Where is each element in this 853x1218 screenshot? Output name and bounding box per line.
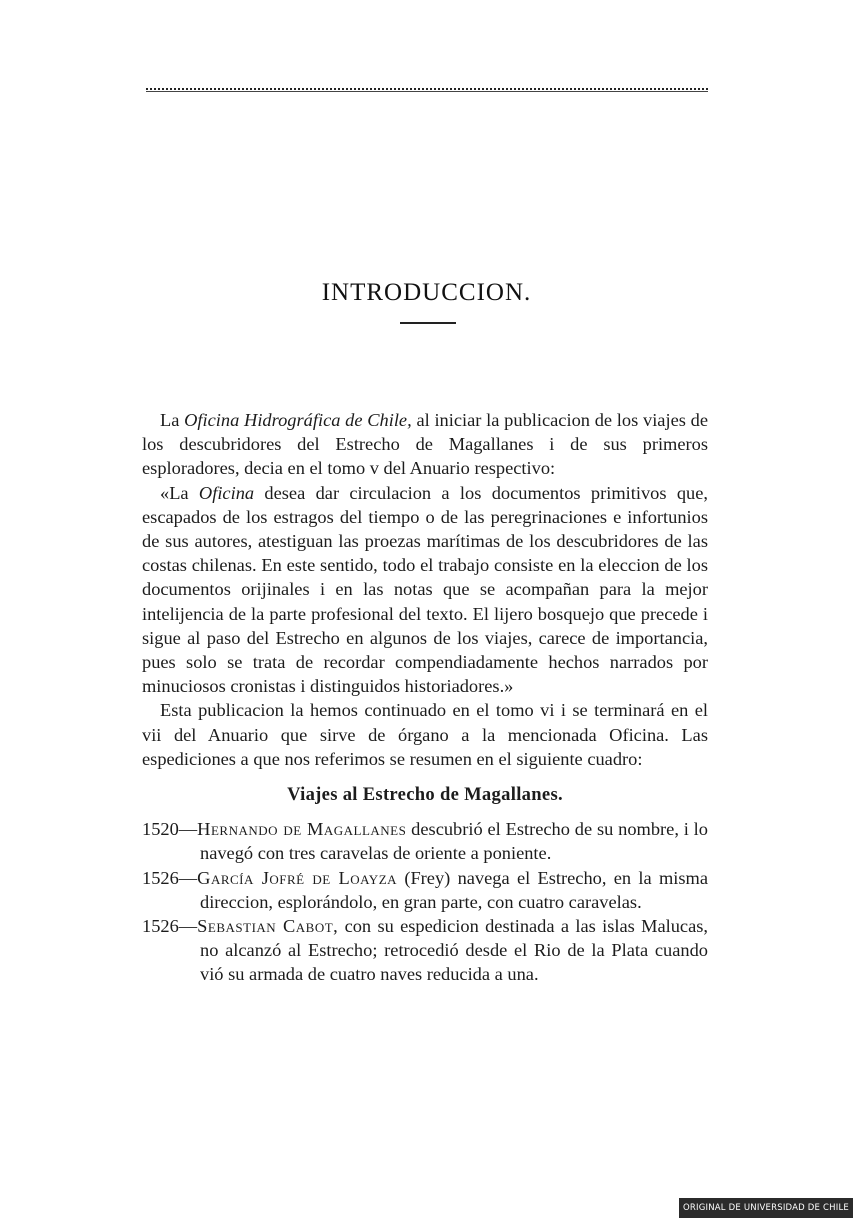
body-text [142, 408, 708, 987]
voyage-entry [142, 866, 708, 914]
voyage-year: 1526— [142, 916, 198, 937]
voyage-description: descubrió el Estrecho de su nombre, i lo navegó con tres caravelas de oriente a poniente. [200, 819, 708, 864]
p1-italic-office: Oficina Hidrográfica de Chile, [184, 410, 412, 430]
title-underline-rule [400, 322, 456, 324]
voyage-navigator: García Jofré de Loayza [197, 867, 398, 888]
voyage-navigator: Hernando de Magallanes [197, 819, 407, 840]
voyage-description: con su espedicion destinada a las islas Malucas, no alcanzó al Estrecho; retrocedió desde el Rio de la Plata cuando vió su armada de cuatro naves reducida a una. [200, 916, 708, 985]
p1-start: La [160, 410, 185, 430]
p2-rest: desea dar circulacion a los documentos primitivos que, escapados de los estragos del tiempo o de las peregrinaciones e infortunios de sus autores, atestiguan las proezas marítimas de los descubridores de las costas chilenas. En este sentido, todo el trabajo consiste en la eleccion de los documentos orijinales i en las notas que se acompañan para la mejor intelijencia de la parte profesional del texto. El lijero bosquejo que precede i sigue al paso del Estrecho en algunos de los viajes, carece de importancia, pues solo se trata de recordar compendiadamente hechos narrados por minuciosos cronistas i distinguidos historiadores.» [142, 482, 708, 697]
intro-paragraph-2-quote [142, 481, 708, 699]
intro-paragraph-1 [142, 408, 708, 481]
voyage-year: 1526— [142, 867, 198, 888]
p2-italic-office: Oficina [198, 482, 255, 503]
section-heading: Viajes al Estrecho de Magallanes. [287, 784, 563, 806]
page-title: INTRODUCCION. [321, 278, 532, 306]
voyage-description: (Frey) navega el Estrecho, en la misma direccion, esplorándolo, en gran parte, con cuatro caravelas. [200, 867, 708, 912]
voyage-entry [142, 817, 708, 865]
voyage-navigator: Sebastian Cabot, [197, 916, 339, 937]
source-watermark-badge: ORIGINAL DE UNIVERSIDAD DE CHILE [679, 1198, 853, 1218]
p1-rest: al iniciar la publicacion de los viajes de los descubridores del Estrecho de Magallanes i de sus primeros esploradores, decia en el tomo v del Anuario respectivo: [142, 410, 708, 479]
voyage-year: 1520— [142, 819, 198, 840]
voyage-entry [142, 914, 708, 987]
top-ornamental-rule [146, 88, 708, 90]
p2-start: «La [160, 482, 199, 503]
intro-paragraph-3: Esta publicacion la hemos continuado en el tomo vi i se terminará en el vii del Anuario que sirve de órgano a la mencionada Oficina. Las espediciones a que nos referimos se resumen en el siguiente cuadro: [142, 700, 708, 769]
